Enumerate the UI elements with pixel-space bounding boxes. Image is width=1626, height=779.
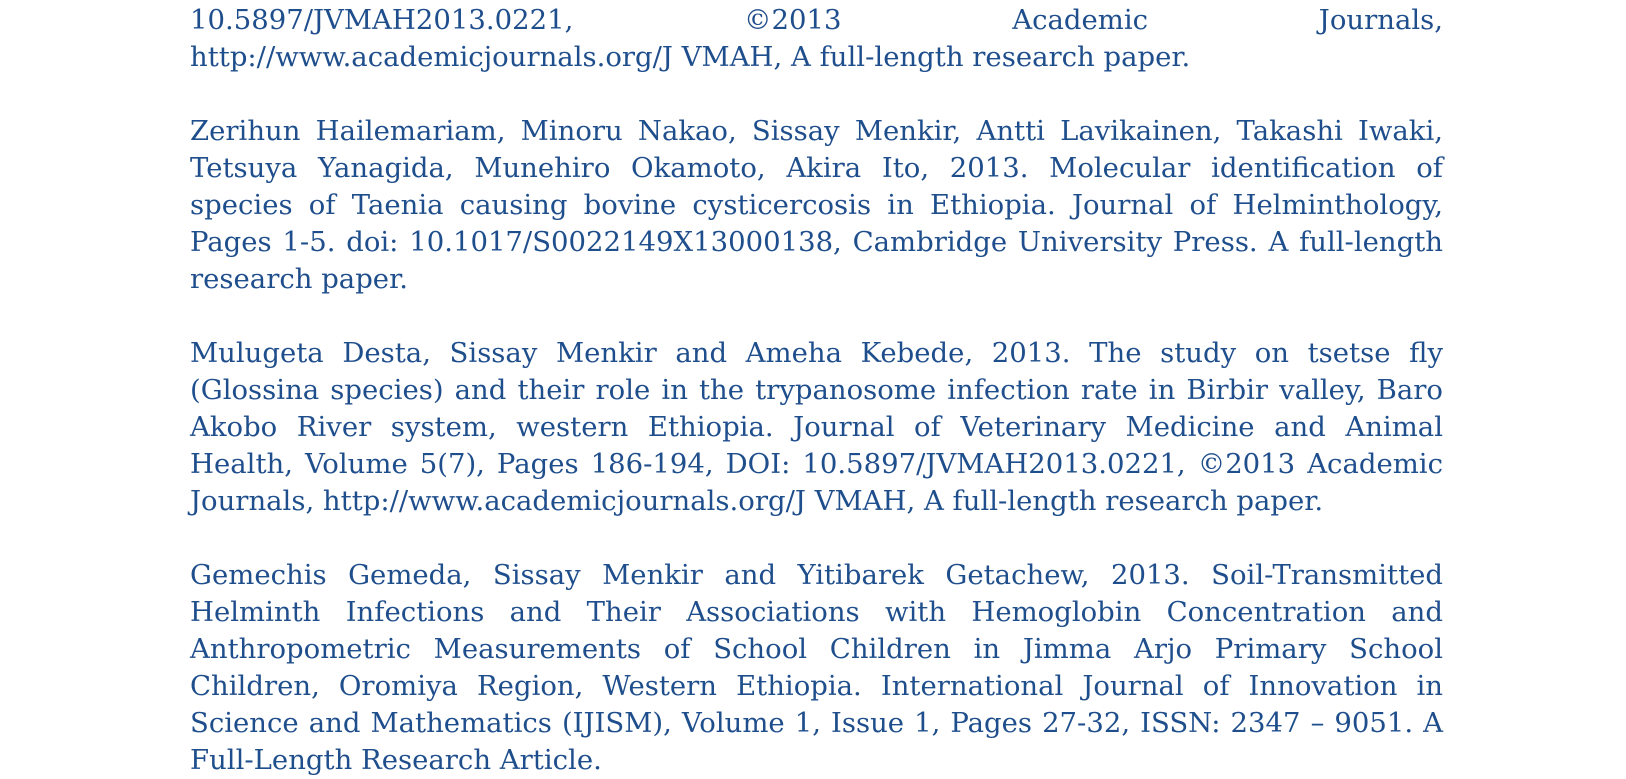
reference-entry: 10.5897/JVMAH2013.0221, ©2013 Academic Journals, http://www.academicjournals.org/J VMAH, A full-length research paper. [190,4,1443,73]
reference-entry: Gemechis Gemeda, Sissay Menkir and Yitibarek Getachew, 2013. Soil-Transmitted Helminth Infections and Their Associations with Hemoglobin Concentration and Anthropometric Measurements of School Children in Jimma Arjo Primary School Children, Oromiya Region, Western Ethiopia. International Journal of Innovation in Science and Mathematics (IJISM), Volume 1, Issue 1, Pages 27-32, ISSN: 2347 – 9051. A Full-Length Research Article. [190,559,1443,776]
reference-entry: Mulugeta Desta, Sissay Menkir and Ameha Kebede, 2013. The study on tsetse fly (Glossina species) and their role in the trypanosome infection rate in Birbir valley, Baro Akobo River system, western Ethiopia. Journal of Veterinary Medicine and Animal Health, Volume 5(7), Pages 186-194, DOI: 10.5897/JVMAH2013.0221, ©2013 Academic Journals, http://www.academicjournals.org/J VMAH, A full-length research paper. [190,337,1443,517]
document-page [190,0,1443,779]
reference-entry: Zerihun Hailemariam, Minoru Nakao, Sissay Menkir, Antti Lavikainen, Takashi Iwaki, Tetsuya Yanagida, Munehiro Okamoto, Akira Ito, 2013. Molecular identification of species of Taenia causing bovine cysticercosis in Ethiopia. Journal of Helminthology, Pages 1-5. doi: 10.1017/S0022149X13000138, Cambridge University Press. A full-length research paper. [190,115,1443,295]
paragraph-spacer [190,298,1443,335]
paragraph-spacer [190,76,1443,113]
paragraph-spacer [190,520,1443,557]
